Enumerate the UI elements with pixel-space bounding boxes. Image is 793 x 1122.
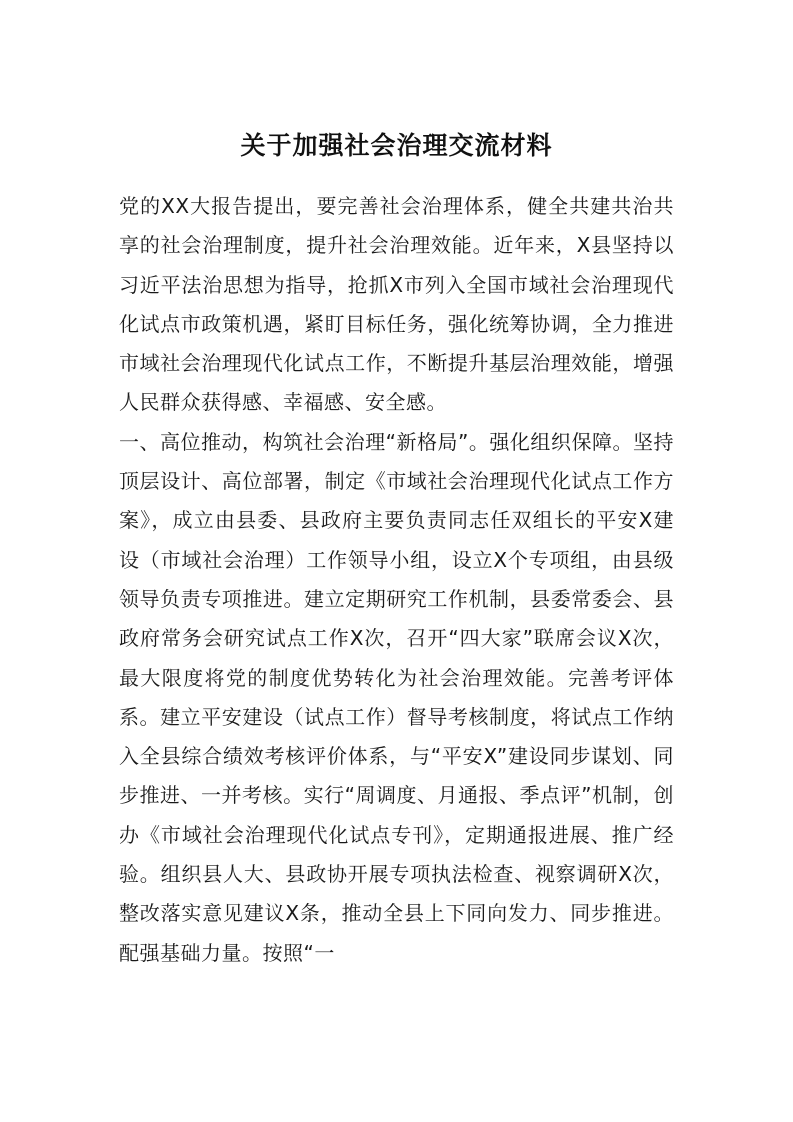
paragraph-section-one: 一、高位推动，构筑社会治理“新格局”。强化组织保障。坚持顶层设计、高位部署，制定《市域社会治理现代化试点工作方案》，成立由县委、县政府主要负责同志任双组长的平安X建设（市域社会治理）工作领导小组，设立X个专项组，由县级领导负责专项推进。建立定期研究工作机制，县委常委会、县政府常务会研究试点工作X次，召开“四大家”联席会议X次，最大限度将党的制度优势转化为社会治理效能。完善考评体系。建立平安建设（试点工作）督导考核制度，将试点工作纳入全县综合绩效考核评价体系，与“平安X”建设同步谋划、同步推进、一并考核。实行“周调度、月通报、季点评”机制，创办《市域社会治理现代化试点专刊》，定期通报进展、推广经验。组织县人大、县政协开展专项执法检查、视察调研X次，整改落实意见建议X条，推动全县上下同向发力、同步推进。配强基础力量。按照“一 <box>119 429 674 965</box>
document-body <box>119 187 674 973</box>
document-title: 关于加强社会治理交流材料 <box>240 131 553 160</box>
paragraph-intro: 党的XX大报告提出，要完善社会治理体系，健全共建共治共享的社会治理制度，提升社会治理效能。近年来，X县坚持以习近平法治思想为指导，抢抓X市列入全国市域社会治理现代化试点市政策机遇，紧盯目标任务，强化统筹协调，全力推进市域社会治理现代化试点工作，不断提升基层治理效能，增强人民群众获得感、幸福感、安全感。 <box>119 194 674 415</box>
